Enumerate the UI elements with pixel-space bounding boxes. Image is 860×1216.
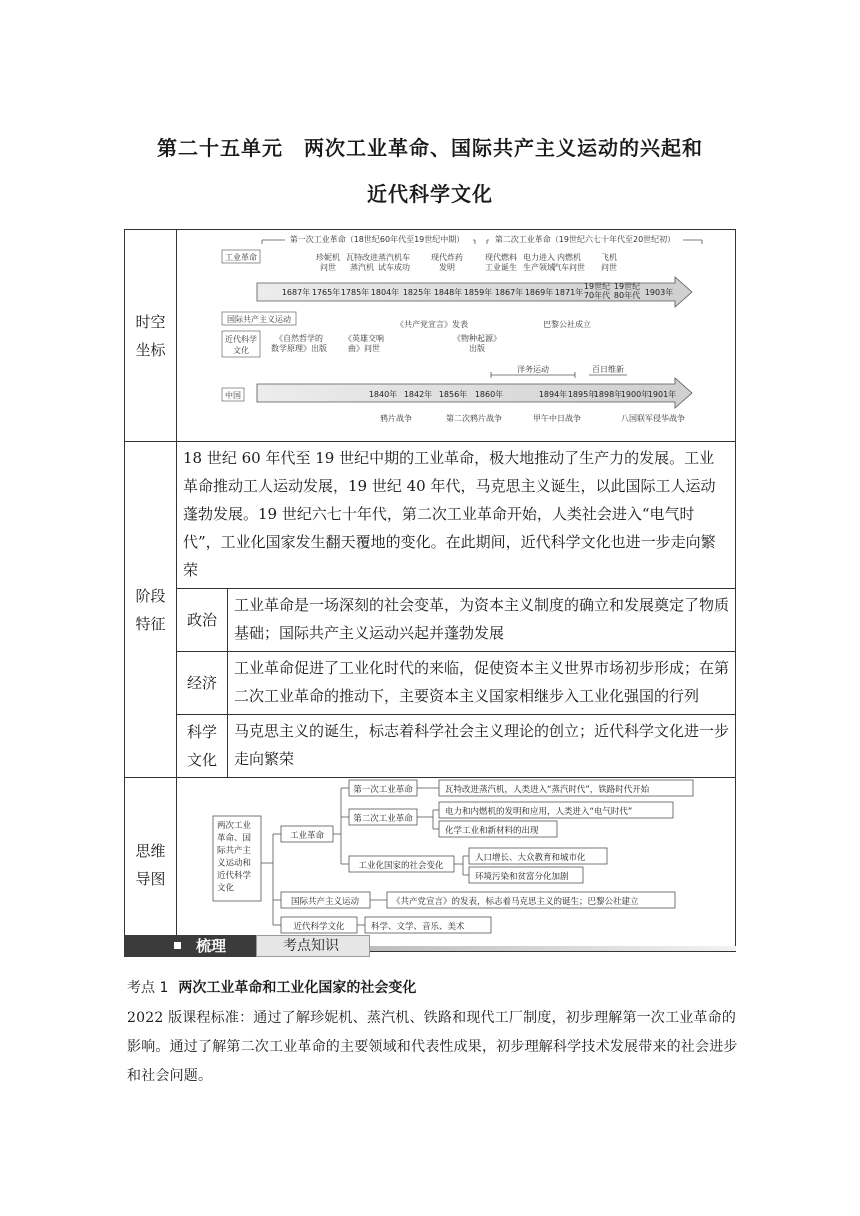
mindmap-first-note: 瓦特改进蒸汽机，人类进入“蒸汽时代”，铁路时代开始 xyxy=(445,785,650,795)
stage-item-text: 马克思主义的诞生，标志着科学社会主义理论的创立；近代科学文化进一步走向繁荣 xyxy=(228,715,736,778)
mindmap-social-note: 环境污染和贫富分化加剧 xyxy=(475,872,569,882)
mindmap-second-note: 化学工业和新材料的出现 xyxy=(445,826,539,836)
mindmap-industrial: 工业革命 xyxy=(289,831,325,841)
section-title: 两次工业革命和工业化国家的社会变化 xyxy=(178,980,417,996)
mindmap-first: 第一次工业革命 xyxy=(353,785,413,795)
timeline-diagram xyxy=(177,230,735,437)
world-event-bottom: 《物种起源》出版 xyxy=(453,334,501,353)
era2-label: 第二次工业革命（19世纪六七十年代至20世纪初） xyxy=(494,235,676,244)
china-year-label: 1901年 xyxy=(647,390,677,399)
page-title-line1: 第二十五单元 两次工业革命、国际共产主义运动的兴起和 xyxy=(157,136,703,160)
world-event-bottom: 《英雄交响曲》问世 xyxy=(344,334,384,353)
china-year-label: 1856年 xyxy=(438,390,468,399)
world-year-label: 1869年 xyxy=(524,288,554,297)
mindmap-communism: 国际共产主义运动 xyxy=(290,897,360,907)
mindmap-culture-note: 科学、文学、音乐、美术 xyxy=(371,922,465,932)
world-event-top: 蒸汽机车试车成功 xyxy=(378,253,410,272)
mindmap-diagram xyxy=(177,778,735,947)
stage-item-label: 科学 文化 xyxy=(177,715,228,778)
timeline-cell xyxy=(177,230,736,442)
world-event-top: 内燃机汽车问世 xyxy=(553,253,585,272)
stage-item-text: 工业革命促进了工业化时代的来临，促使资本主义世界市场初步形成；在第二次工业革命的推动下，主要资本主义国家相继步入工业化强国的行列 xyxy=(228,652,736,715)
china-event-reform: 百日维新 xyxy=(592,365,624,374)
curriculum-standard: 2022 版课程标准：通过了解珍妮机、蒸汽机、铁路和现代工厂制度，初步理解第一次工业革命的影响。通过了解第二次工业革命的主要领域和代表性成果，初步理解科学技术发展带来的社会进步和社会问题。 xyxy=(127,1010,738,1084)
stage-summary: 18 世纪 60 年代至 19 世纪中期的工业革命，极大地推动了生产力的发展。工业革命推动工人运动发展，19 世纪 40 年代，马克思主义诞生，以此国际工人运动蓬勃发展。19 世纪六七十年代，第二次工业革命开始，人类社会进入“电气时代”，工业化国家发生翻天覆地的变化。在此期间，近代科学文化也进一步走向繁荣 xyxy=(183,449,716,579)
mindmap-social-note: 人口增长、大众教育和城市化 xyxy=(475,853,586,863)
mindmap-culture: 近代科学文化 xyxy=(293,922,345,932)
lane-science-label: 近代科学文化 xyxy=(225,335,257,355)
section-bar-fade xyxy=(370,946,736,951)
world-event-bottom: 《自然哲学的数学原理》出版 xyxy=(271,334,327,353)
world-event-top: 现代炸药发明 xyxy=(431,253,463,272)
mindmap-second-note: 电力和内燃机的发明和应用，人类进入“电气时代” xyxy=(445,807,633,817)
mindmap-root: 两次工业革命、国际共产主义运动和近代科学文化 xyxy=(217,821,252,894)
stage-row-label: 阶段 特征 xyxy=(125,442,177,778)
world-year-label: 1867年 xyxy=(494,288,524,297)
section-bar-dark xyxy=(124,935,256,957)
china-year-label: 1842年 xyxy=(403,390,433,399)
stage-item-label: 政治 xyxy=(177,589,228,652)
world-year-label: 1825年 xyxy=(402,288,432,297)
section-number: 考点 1 xyxy=(127,980,169,996)
era1-label: 第一次工业革命（18世纪60年代至19世纪中期） xyxy=(289,235,465,244)
world-year-label: 1765年 xyxy=(311,288,341,297)
overview-table xyxy=(124,229,736,952)
china-year-label: 1860年 xyxy=(474,390,504,399)
stage-item-text: 工业革命是一场深刻的社会变革，为资本主义制度的确立和发展奠定了物质基础；国际共产主义运动兴起并蓬勃发展 xyxy=(228,589,736,652)
china-event-bottom: 甲午中日战争 xyxy=(533,414,581,423)
world-year-label: 1687年 xyxy=(281,288,311,297)
china-year-label: 1898年 xyxy=(593,390,623,399)
timeline-row-label: 时空 坐标 xyxy=(125,230,177,442)
china-year-label: 1900年 xyxy=(620,390,650,399)
stage-cell xyxy=(177,442,736,778)
mindmap-cell xyxy=(177,778,736,952)
page-title-line2: 近代科学文化 xyxy=(367,182,493,206)
china-event-bottom: 八国联军侵华战争 xyxy=(621,414,685,423)
world-event-top: 珍妮机问世 xyxy=(316,253,340,272)
section-bar-light xyxy=(256,935,370,957)
world-year-label: 1785年 xyxy=(340,288,370,297)
mindmap-social: 工业化国家的社会变化 xyxy=(358,861,444,871)
china-event-westernization: 洋务运动 xyxy=(517,365,549,374)
world-year-label: 1804年 xyxy=(370,288,400,297)
world-year-label: 19世纪 70年代 xyxy=(583,282,611,300)
square-bullet-icon xyxy=(174,942,181,949)
section-bar-dark-label: 梳理 xyxy=(196,937,227,955)
world-year-label: 1859年 xyxy=(463,288,493,297)
china-year-label: 1840年 xyxy=(368,390,398,399)
world-year-label: 1871年 xyxy=(554,288,584,297)
section-bar xyxy=(124,935,736,957)
china-event-bottom: 鸦片战争 xyxy=(380,414,412,423)
lane-communism-label: 国际共产主义运动 xyxy=(227,315,291,324)
mindmap-second: 第二次工业革命 xyxy=(353,814,413,824)
stage-item-label: 经济 xyxy=(177,652,228,715)
world-year-label: 1848年 xyxy=(433,288,463,297)
mindmap-communism-note: 《共产党宣言》的发表，标志着马克思主义的诞生；巴黎公社建立 xyxy=(392,897,639,907)
lane-industrial-label: 工业革命 xyxy=(225,253,257,262)
world-event-top: 现代燃料工业诞生 xyxy=(485,253,517,272)
china-event-bottom: 第二次鸦片战争 xyxy=(446,414,502,423)
china-year-label: 1895年 xyxy=(567,390,597,399)
china-year-label: 1894年 xyxy=(538,390,568,399)
world-event-bottom: 《共产党宣言》发表 xyxy=(396,320,468,329)
world-year-label: 1903年 xyxy=(644,288,674,297)
stage-items-table xyxy=(177,588,735,777)
mindmap-row-label: 思维 导图 xyxy=(125,778,177,952)
world-event-top: 飞机问世 xyxy=(601,253,617,272)
section-bar-light-label: 考点知识 xyxy=(283,938,339,954)
world-year-label: 19世纪 80年代 xyxy=(613,282,641,300)
world-event-top: 瓦特改进蒸汽机 xyxy=(346,253,378,272)
section-heading xyxy=(127,977,416,997)
world-event-bottom: 巴黎公社成立 xyxy=(543,320,591,329)
world-event-top: 电力进入生产领域 xyxy=(523,253,555,272)
lane-china-label: 中国 xyxy=(225,391,241,400)
